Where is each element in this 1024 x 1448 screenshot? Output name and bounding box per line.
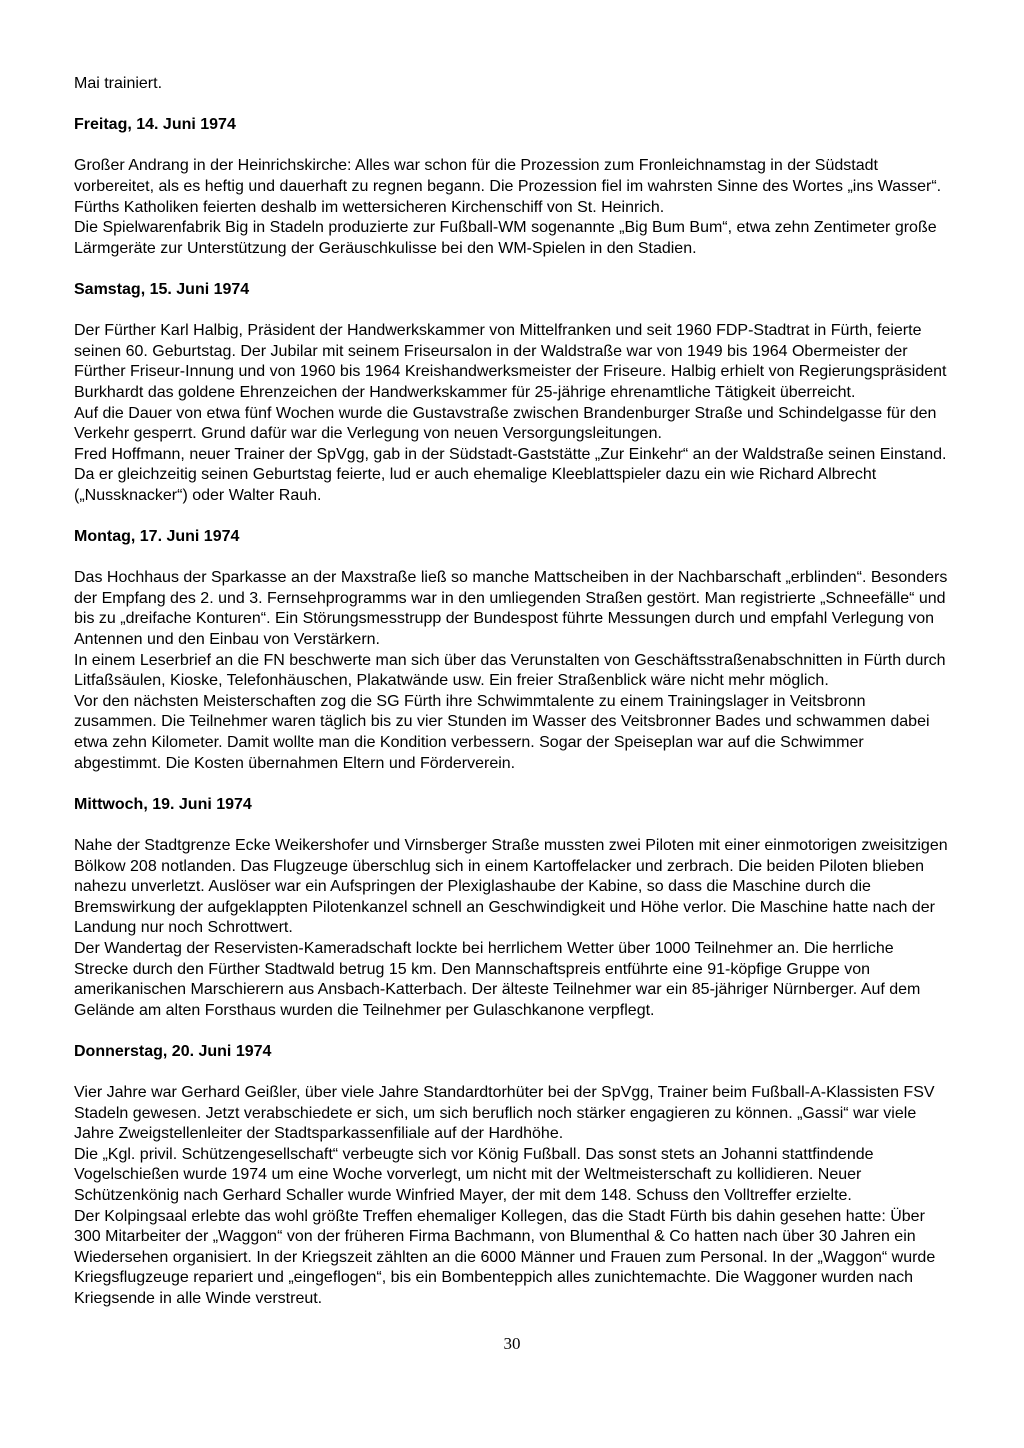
intro-line: Mai trainiert. xyxy=(74,75,163,92)
section-paragraph: Der Wandertag der Reservisten-Kameradschaft lockte bei herrlichem Wetter über 1000 Teilnehmer an. Die herrliche Strecke durch den Fürther Stadtwald betrug 15 km. Den Mannschaftspreis entführte eine 91-köpfige Gruppe von amerikanischen Marschierern aus Ansbach-Katterbach. Der älteste Teilnehmer war ein 85-jähriger Nürnberger. Auf dem Gelände am alten Forsthaus wurden die Teilnehmer per Gulaschkanone verpflegt. xyxy=(74,939,921,1019)
section-heading: Donnerstag, 20. Juni 1974 xyxy=(74,1042,272,1060)
section-paragraph: Der Fürther Karl Halbig, Präsident der Handwerkskammer von Mittelfranken und seit 1960 FDP-Stadtrat in Fürth, feierte seinen 60. Geburtstag. Der Jubilar mit seinem Friseursalon in der Waldstraße war von 1949 bis 1964 Obermeister der Fürther Friseur-Innung und von 1960 bis 1964 Kreishandwerksmeister der Friseure. Halbig erhielt von Regierungspräsident Burkhardt das goldene Ehrenzeichen der Handwerkskammer für 25-jährige ehrenamtliche Tätigkeit überreicht. xyxy=(74,322,947,401)
section-paragraph: In einem Leserbrief an die FN beschwerte man sich über das Verunstalten von Geschäftsstraßenabschnitten in Fürth durch Litfaßsäulen, Kioske, Telefonhäuschen, Plakatwände usw. Ein freier Straßenblick wäre nicht mehr möglich. xyxy=(74,651,946,690)
section-paragraph: Das Hochhaus der Sparkasse an der Maxstraße ließ so manche Mattscheiben in der Nachbarschaft „erblinden“. Besonders der Empfang des 2. und 3. Fernsehprogramms war in den umliegenden Straßen gestört. Man registrierte „Schneefälle“ und bis zu „dreifache Konturen“. Ein Störungsmesstrupp der Bundespost führte Messungen durch und empfahl Verlegung von Antennen und den Einbau von Verstärkern. xyxy=(74,569,948,649)
section-paragraph: Nahe der Stadtgrenze Ecke Weikershofer und Virnsberger Straße mussten zwei Piloten mit einer einmotorigen zweisitzigen Bölkow 208 notlanden. Das Flugzeuge überschlug sich in einem Kartoffelacker und zerbrach. Die beiden Piloten blieben nahezu unverletzt. Auslöser war ein Aufspringen der Plexiglashaube der Kabine, so dass die Maschine durch die Bremswirkung der aufgeklappten Pilotenkanzel schnell an Geschwindigkeit und Höhe verlor. Die Maschine hatte nach der Landung nur noch Schrottwert. xyxy=(74,836,948,937)
section-heading: Mittwoch, 19. Juni 1974 xyxy=(74,795,252,813)
section-heading: Freitag, 14. Juni 1974 xyxy=(74,116,236,134)
section-paragraph: Großer Andrang in der Heinrichskirche: Alles war schon für die Prozession zum Fronleichnamstag in der Südstadt vorbereitet, als es heftig und dauerhaft zu regnen begann. Die Prozession fiel im wahrsten Sinne des Wortes „ins Wasser“. Fürths Katholiken feierten deshalb im wettersicheren Kirchenschiff von St. Heinrich. xyxy=(74,157,942,216)
section-paragraph: Der Kolpingsaal erlebte das wohl größte Treffen ehemaliger Kollegen, das die Stadt Fürth bis dahin gesehen hatte: Über 300 Mitarbeiter der „Waggon“ von der früheren Firma Bachmann, von Blumenthal & Co hatten nach über 30 Jahren ein Wiedersehen organisiert. In der Kriegszeit zählten an die 6000 Männer und Frauen zum Personal. In der „Waggon“ wurde Kriegsflugzeuge repariert und „eingeflogen“, bis ein Bombenteppich alles zunichtemachte. Die Waggoner wurden nach Kriegsende in alle Winde verstreut. xyxy=(74,1207,936,1308)
page-number: 30 xyxy=(503,1334,521,1353)
section-paragraph: Fred Hoffmann, neuer Trainer der SpVgg, gab in der Südstadt-Gaststätte „Zur Einkehr“ an der Waldstraße seinen Einstand. Da er gleichzeitig seinen Geburtstag feierte, lud er auch ehemalige Kleeblattspieler dazu ein wie Richard Albrecht („Nussknacker“) oder Walter Rauh. xyxy=(74,445,947,504)
sections-container xyxy=(74,115,952,1309)
section-heading: Samstag, 15. Juni 1974 xyxy=(74,280,250,298)
section-paragraph: Die „Kgl. privil. Schützengesellschaft“ verbeugte sich vor König Fußball. Das sonst stets an Johanni stattfindende Vogelschießen wurde 1974 um eine Woche vorverlegt, um nicht mit der Weltmeisterschaft zu kollidieren. Neuer Schützenkönig nach Gerhard Schaller wurde Winfried Mayer, der mit dem 148. Schuss den Volltreffer erzielte. xyxy=(74,1145,874,1205)
document-content xyxy=(74,74,952,1310)
section-paragraph: Vier Jahre war Gerhard Geißler, über viele Jahre Standardtorhüter bei der SpVgg, Trainer beim Fußball-A-Klassisten FSV Stadeln gewesen. Jetzt verabschiedete er sich, um sich beruflich noch stärker engagieren zu können. „Gassi“ war viele Jahre Zweigstellenleiter der Stadtsparkassenfiliale auf der Hardhöhe. xyxy=(74,1084,935,1143)
section-paragraph: Auf die Dauer von etwa fünf Wochen wurde die Gustavstraße zwischen Brandenburger Straße und Schindelgasse für den Verkehr gesperrt. Grund dafür war die Verlegung von neuen Versorgungsleitungen. xyxy=(74,404,937,443)
section-heading: Montag, 17. Juni 1974 xyxy=(74,528,240,546)
section-paragraph: Vor den nächsten Meisterschaften zog die SG Fürth ihre Schwimmtalente zu einem Trainingslager in Veitsbronn zusammen. Die Teilnehmer waren täglich bis zu vier Stunden im Wasser des Veitsbronner Bades und schwammen dabei etwa zehn Kilometer. Damit wollte man die Kondition verbessern. Sogar der Speiseplan war auf die Schwimmer abgestimmt. Die Kosten übernahmen Eltern und Förderverein. xyxy=(74,692,930,772)
section-paragraph: Die Spielwarenfabrik Big in Stadeln produzierte zur Fußball-WM sogenannte „Big Bum Bum“, etwa zehn Zentimeter große Lärmgeräte zur Unterstützung der Geräuschkulisse bei den WM-Spielen in den Stadien. xyxy=(74,219,937,257)
